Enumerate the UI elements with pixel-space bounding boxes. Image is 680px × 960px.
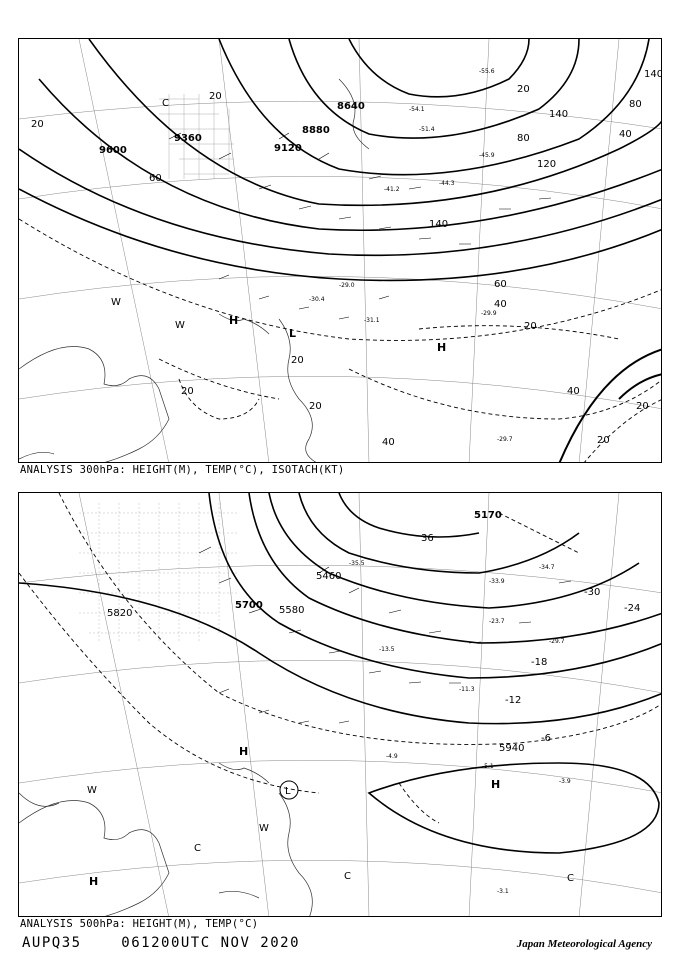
temp-label-12: -12 <box>505 695 522 706</box>
station-value-a: -35.5 <box>349 560 365 567</box>
warm-center-a: W <box>111 297 121 308</box>
height-label-5170: 5170 <box>474 510 502 521</box>
warm-center-b: W <box>175 320 185 331</box>
station-value-e: -23.7 <box>489 618 505 625</box>
temp-label-a: -29.7 <box>497 436 513 443</box>
station-value-f: -13.5 <box>379 646 395 653</box>
temp-label-d: -30.4 <box>309 296 325 303</box>
map-300hpa-svg <box>19 39 662 463</box>
isotach-label-40b: 40 <box>494 299 507 310</box>
high-pressure-center-a: H <box>229 314 239 327</box>
temp-label-j: -54.1 <box>409 106 425 113</box>
isotach-label-20c: 20 <box>517 84 530 95</box>
isotach-label-20d: 20 <box>524 321 537 332</box>
temp-label-b: -31.1 <box>364 317 380 324</box>
cold-center-500b: C <box>344 871 351 882</box>
isotach-label-20e: 20 <box>636 401 649 412</box>
station-value-d: -29.7 <box>549 638 565 645</box>
height-label-9600: 9600 <box>99 145 127 156</box>
height-label-5820: 5820 <box>107 608 133 619</box>
height-label-8640: 8640 <box>337 101 365 112</box>
warm-center-500a: W <box>87 785 97 796</box>
height-label-5940: 5940 <box>499 743 525 754</box>
temp-label-24: -24 <box>624 603 641 614</box>
isotach-label-60: 60 <box>149 173 162 184</box>
isotach-label-20i: 20 <box>181 386 194 397</box>
isotach-contours <box>19 219 662 463</box>
coastlines-500 <box>19 763 312 917</box>
temp-label-6: -6 <box>541 733 551 744</box>
high-pressure-center-b: H <box>437 341 447 354</box>
station-value-b: -34.7 <box>539 564 555 571</box>
chart-code: AUPQ35 <box>22 935 82 951</box>
height-contours <box>19 39 662 280</box>
caption-500hpa: ANALYSIS 500hPa: HEIGHT(M), TEMP(°C) <box>20 918 259 930</box>
temp-label-e: -29.0 <box>339 282 355 289</box>
temp-label-k: -55.6 <box>479 68 495 75</box>
isotach-label-140c: 140 <box>644 69 663 80</box>
isotach-label-80b: 80 <box>629 99 642 110</box>
station-value-h: -5.1 <box>482 763 494 770</box>
map-panel-300hpa <box>18 38 662 463</box>
isotach-label-140: 140 <box>429 219 449 230</box>
low-pressure-center: L <box>289 327 297 340</box>
temp-label-h: -45.9 <box>479 152 495 159</box>
high-center-500b: H <box>89 875 99 888</box>
height-label-8880: 8880 <box>302 125 330 136</box>
wind-barbs <box>169 133 551 319</box>
map-panel-500hpa <box>18 492 662 917</box>
temp-label-g: -44.3 <box>439 180 455 187</box>
chart-datetime: 061200UTC NOV 2020 <box>121 935 301 951</box>
temp-label-36: 36 <box>421 533 434 544</box>
temp-label-30: -30 <box>584 587 601 598</box>
warm-center-500b: W <box>259 823 269 834</box>
station-value-g: -11.3 <box>459 686 475 693</box>
temp-label-18: -18 <box>531 657 548 668</box>
height-label-5580: 5580 <box>279 605 305 616</box>
isotach-label-60b: 60 <box>494 279 507 290</box>
graticule-lines-500 <box>19 493 662 917</box>
agency-name: Japan Meteorological Agency <box>516 938 652 950</box>
cold-center-500a: C <box>194 843 201 854</box>
temp-label-c: -29.9 <box>481 310 497 317</box>
isotach-label-140b: 140 <box>549 109 569 120</box>
high-center-500c: H <box>239 745 249 758</box>
cold-center: C <box>162 98 169 109</box>
station-value-c: -33.9 <box>489 578 505 585</box>
isotach-label-120: 120 <box>537 159 557 170</box>
height-label-9120: 9120 <box>274 143 302 154</box>
temp-label-f: -41.2 <box>384 186 400 193</box>
high-center-500a: H <box>491 778 501 791</box>
isotach-label-20g: 20 <box>291 355 304 366</box>
height-contours-500 <box>19 493 662 853</box>
station-value-i: -4.9 <box>386 753 398 760</box>
isotach-label-20f: 20 <box>597 435 610 446</box>
isotach-label-40a: 40 <box>619 129 632 140</box>
isotach-label-20a: 20 <box>31 119 44 130</box>
height-label-9360: 9360 <box>174 133 202 144</box>
station-value-j: -3.9 <box>559 778 571 785</box>
isotach-label-20b: 20 <box>209 91 222 102</box>
caption-300hpa: ANALYSIS 300hPa: HEIGHT(M), TEMP(°C), ISOTACH(KT) <box>20 464 345 476</box>
isotach-label-20h: 20 <box>309 401 322 412</box>
height-label-5700: 5700 <box>235 600 263 611</box>
chart-code-and-time <box>22 935 300 951</box>
isotach-label-40d: 40 <box>382 437 395 448</box>
isotach-label-80: 80 <box>517 133 530 144</box>
map-500hpa-svg <box>19 493 662 917</box>
station-value-k: -3.1 <box>497 888 509 895</box>
temp-label-i: -51.4 <box>419 126 435 133</box>
height-label-5460: 5460 <box>316 571 342 582</box>
cold-center-500c: C <box>567 873 574 884</box>
low-center-500: L <box>285 786 291 797</box>
isotach-label-40c: 40 <box>567 386 580 397</box>
